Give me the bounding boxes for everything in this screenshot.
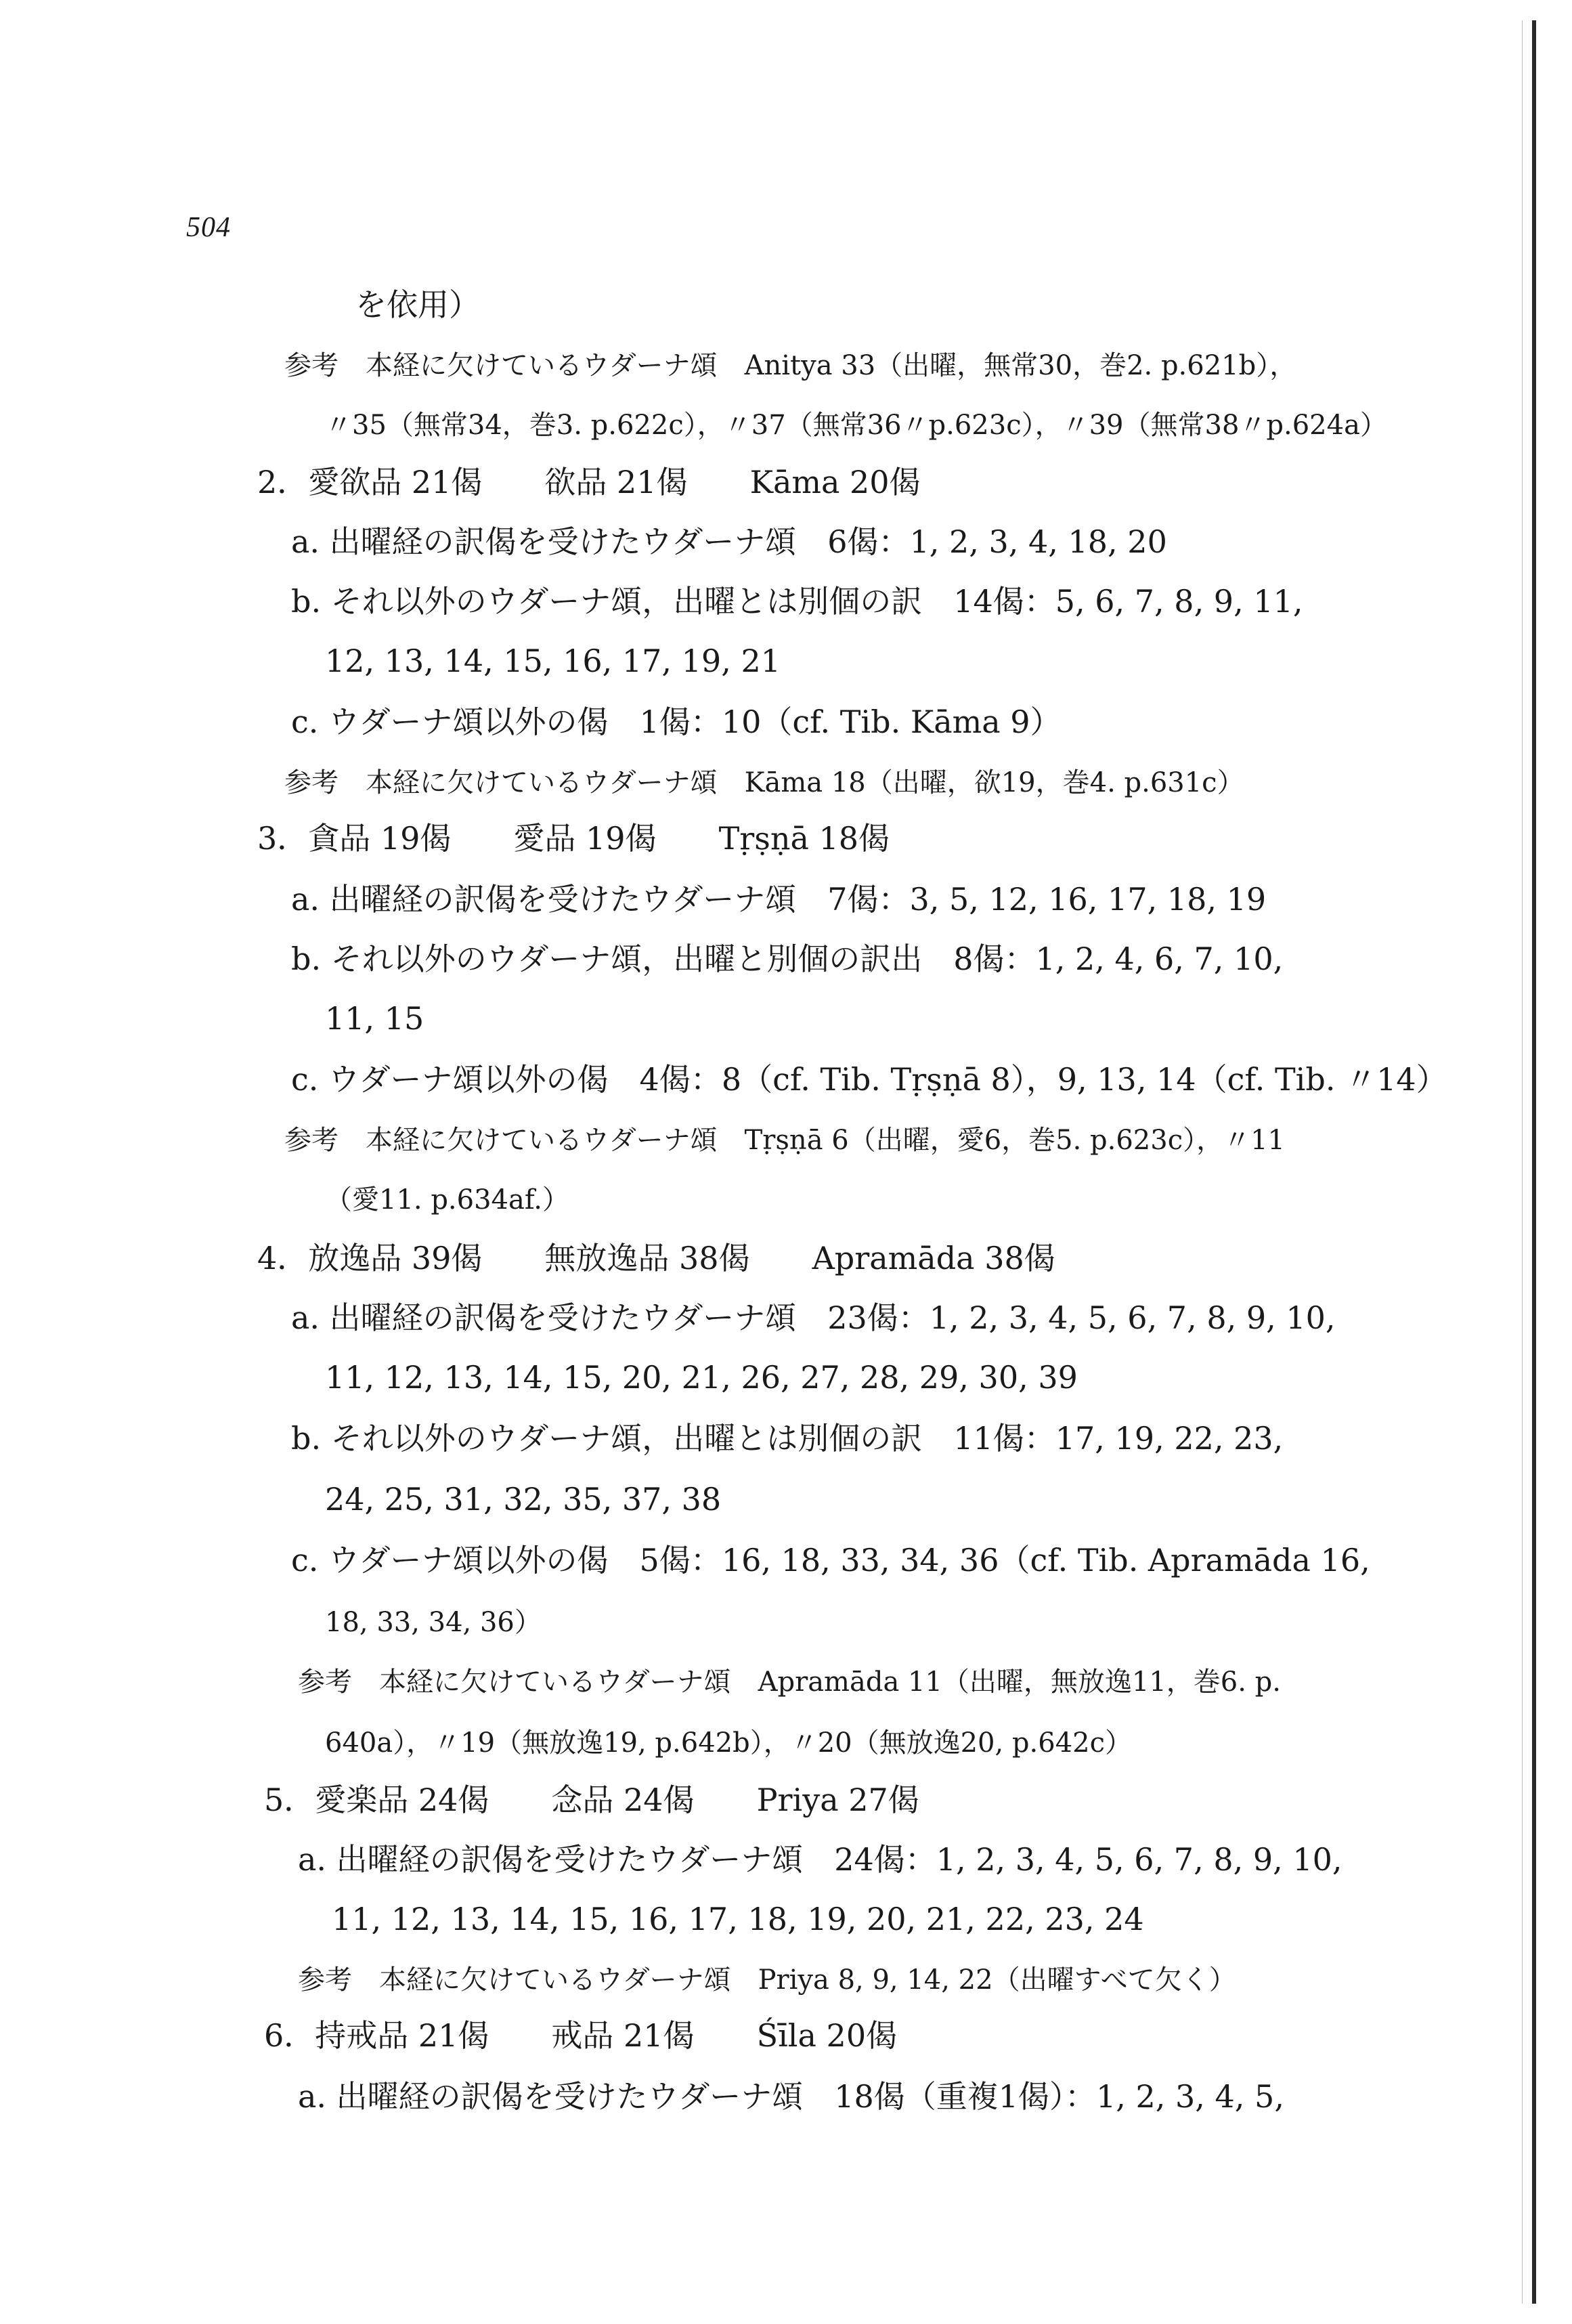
list-item: a. 出曜経の訳偈を受けたウダーナ頌 7偈：3, 5, 12, 16, 17, 18, 19 [291, 881, 1267, 918]
list-item-continuation: 11, 12, 13, 14, 15, 16, 17, 18, 19, 20, 21, 22, 23, 24 [332, 1901, 1144, 1937]
list-item: b. それ以外のウダーナ頌，出曜と別個の訳出 8偈：1, 2, 4, 6, 7, 10, [291, 941, 1284, 977]
list-item: c. ウダーナ頌以外の偈 5偈：16, 18, 33, 34, 36（cf. Tib. Apramāda 16, [291, 1542, 1370, 1578]
text-line: を依用） [355, 286, 480, 323]
reference-line: 参考 本経に欠けているウダーナ頌 Tṛṣṇā 6（出曜，愛6，巻5. p.623c），〃11 [284, 1125, 1285, 1156]
reference-line: 640a），〃19（無放逸19, p.642b），〃20（無放逸20, p.642c） [325, 1727, 1132, 1759]
section-heading: 4．放逸品 39偈 無放逸品 38偈 Apramāda 38偈 [257, 1240, 1055, 1276]
list-item: c. ウダーナ頌以外の偈 4偈：8（cf. Tib. Tṛṣṇā 8），9, 13, 14（cf. Tib. 〃14） [291, 1061, 1447, 1098]
page-edge-line [1532, 20, 1536, 2304]
section-heading: 6．持戒品 21偈 戒品 21偈 Śīla 20偈 [264, 2017, 898, 2054]
page-number: 504 [186, 212, 231, 243]
reference-line: 参考 本経に欠けているウダーナ頌 Anitya 33（出曜，無常30，巻2. p.621b）， [284, 350, 1297, 381]
list-item-continuation: 11, 15 [325, 1000, 424, 1037]
list-item-continuation: 11, 12, 13, 14, 15, 20, 21, 26, 27, 28, 29, 30, 39 [325, 1359, 1078, 1396]
list-item: c. ウダーナ頌以外の偈 1偈：10（cf. Tib. Kāma 9） [291, 704, 1062, 740]
list-item-continuation: 12, 13, 14, 15, 16, 17, 19, 21 [325, 643, 781, 679]
reference-line: 〃35（無常34，巻3. p.622c），〃37（無常36〃p.623c），〃39（無常38〃p.624a） [325, 410, 1387, 441]
reference-line: （愛11. p.634af.） [325, 1184, 569, 1215]
list-item: a. 出曜経の訳偈を受けたウダーナ頌 24偈：1, 2, 3, 4, 5, 6, 7, 8, 9, 10, [298, 1841, 1342, 1878]
section-heading: 2．愛欲品 21偈 欲品 21偈 Kāma 20偈 [257, 464, 921, 500]
list-item: b. それ以外のウダーナ頌，出曜とは別個の訳 11偈：17, 19, 22, 23, [291, 1420, 1284, 1457]
list-item: a. 出曜経の訳偈を受けたウダーナ頌 23偈：1, 2, 3, 4, 5, 6, 7, 8, 9, 10, [291, 1299, 1336, 1336]
list-item: a. 出曜経の訳偈を受けたウダーナ頌 18偈（重複1偈）：1, 2, 3, 4, 5, [298, 2078, 1284, 2115]
reference-line: 参考 本経に欠けているウダーナ頌 Kāma 18（出曜，欲19，巻4. p.631c） [284, 767, 1244, 798]
list-item-continuation: 18, 33, 34, 36） [325, 1607, 542, 1638]
page-edge-shadow [1522, 20, 1523, 2304]
list-item: b. それ以外のウダーナ頌，出曜とは別個の訳 14偈：5, 6, 7, 8, 9, 11, [291, 583, 1303, 620]
section-heading: 5．愛楽品 24偈 念品 24偈 Priya 27偈 [264, 1782, 919, 1818]
reference-line: 参考 本経に欠けているウダーナ頌 Apramāda 11（出曜，無放逸11，巻6. p. [298, 1666, 1282, 1698]
reference-line: 参考 本経に欠けているウダーナ頌 Priya 8, 9, 14, 22（出曜すべて欠く） [298, 1964, 1236, 1996]
list-item-continuation: 24, 25, 31, 32, 35, 37, 38 [325, 1481, 722, 1518]
section-heading: 3．貪品 19偈 愛品 19偈 Tṛṣṇā 18偈 [257, 820, 890, 857]
list-item: a. 出曜経の訳偈を受けたウダーナ頌 6偈：1, 2, 3, 4, 18, 20 [291, 523, 1167, 560]
